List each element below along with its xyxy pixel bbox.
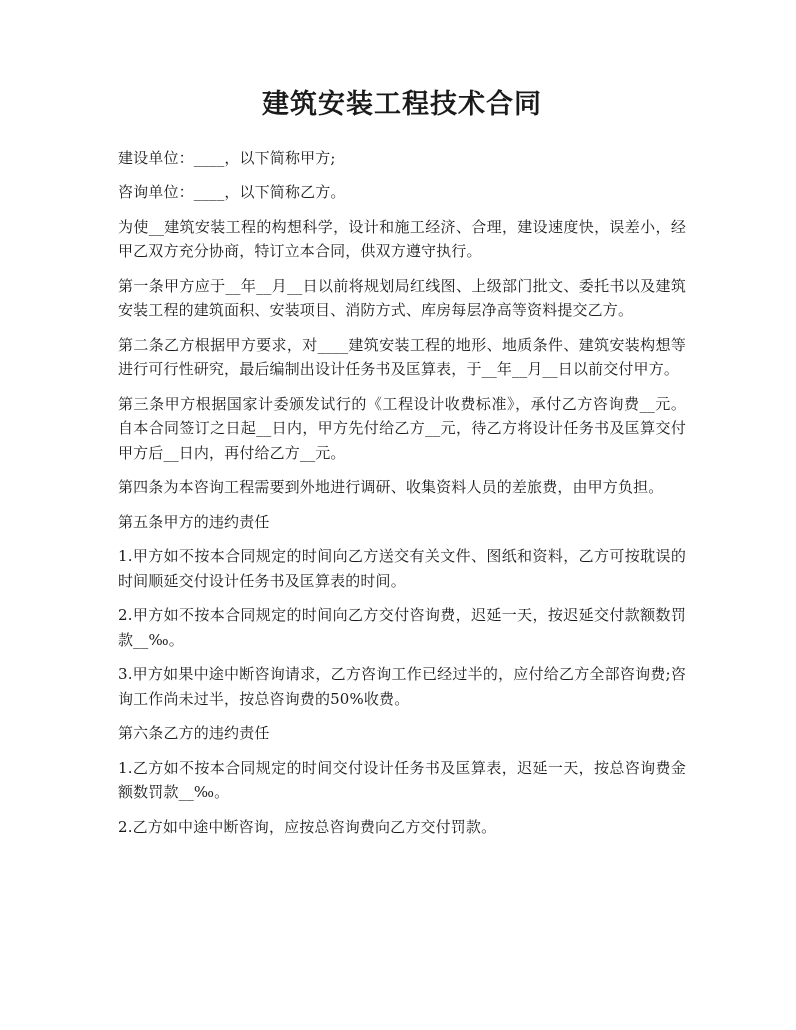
paragraph-article-5-item-3: 3.甲方如果中途中断咨询请求，乙方咨询工作已经过半的，应付给乙方全部咨询费;咨询工作尚未过半，按总咨询费的50%收费。 — [118, 665, 686, 708]
paragraph-article-4: 第四条为本咨询工程需要到外地进行调研、收集资料人员的差旅费，由甲方负担。 — [118, 478, 664, 497]
paragraph-party-b: 咨询单位：____，以下简称乙方。 — [118, 183, 346, 202]
paragraph-article-6-item-1: 1.乙方如不按本合同规定的时间交付设计任务书及匡算表，迟延一天，按总咨询费金额数罚款__‰。 — [118, 758, 686, 802]
paragraph-article-5-item-1: 1.甲方如不按本合同规定的时间向乙方送交有关文件、图纸和资料，乙方可按耽误的时间顺延交付设计任务书及匡算表的时间。 — [118, 547, 686, 590]
paragraph-article-2: 第二条乙方根据甲方要求，对____建筑安装工程的地形、地质条件、建筑安装构想等进行可行性研究，最后编制出设计任务书及匡算表，于__年__月__日以前交付甲方。 — [118, 335, 686, 379]
paragraph-article-1: 第一条甲方应于__年__月__日以前将规划局红线图、上级部门批文、委托书以及建筑安装工程的建筑面积、安装项目、消防方式、库房每层净高等资料提交乙方。 — [118, 276, 686, 320]
document-title: 建筑安装工程技术合同 — [262, 89, 542, 120]
paragraph-article-5-item-2: 2.甲方如不按本合同规定的时间向乙方交付咨询费，迟延一天，按迟延交付款额数罚款__‰。 — [118, 606, 686, 649]
paragraph-article-3: 第三条甲方根据国家计委颁发试行的《工程设计收费标准》，承付乙方咨询费__元。自本合同签订之日起__日内，甲方先付给乙方__元，待乙方将设计任务书及匡算交付甲方后__日内，再付给乙方__元。 — [118, 394, 686, 462]
paragraph-preamble: 为使__建筑安装工程的构想科学，设计和施工经济、合理，建设速度快，误差小，经甲乙双方充分协商，特订立本合同，供双方遵守执行。 — [118, 217, 686, 261]
paragraph-party-a: 建设单位：____，以下简称甲方; — [118, 148, 336, 167]
paragraph-article-6-item-2: 2.乙方如中途中断咨询，应按总咨询费向乙方交付罚款。 — [118, 817, 497, 836]
paragraph-article-5-heading: 第五条甲方的违约责任 — [118, 512, 270, 531]
paragraph-article-6-heading: 第六条乙方的违约责任 — [118, 724, 270, 743]
